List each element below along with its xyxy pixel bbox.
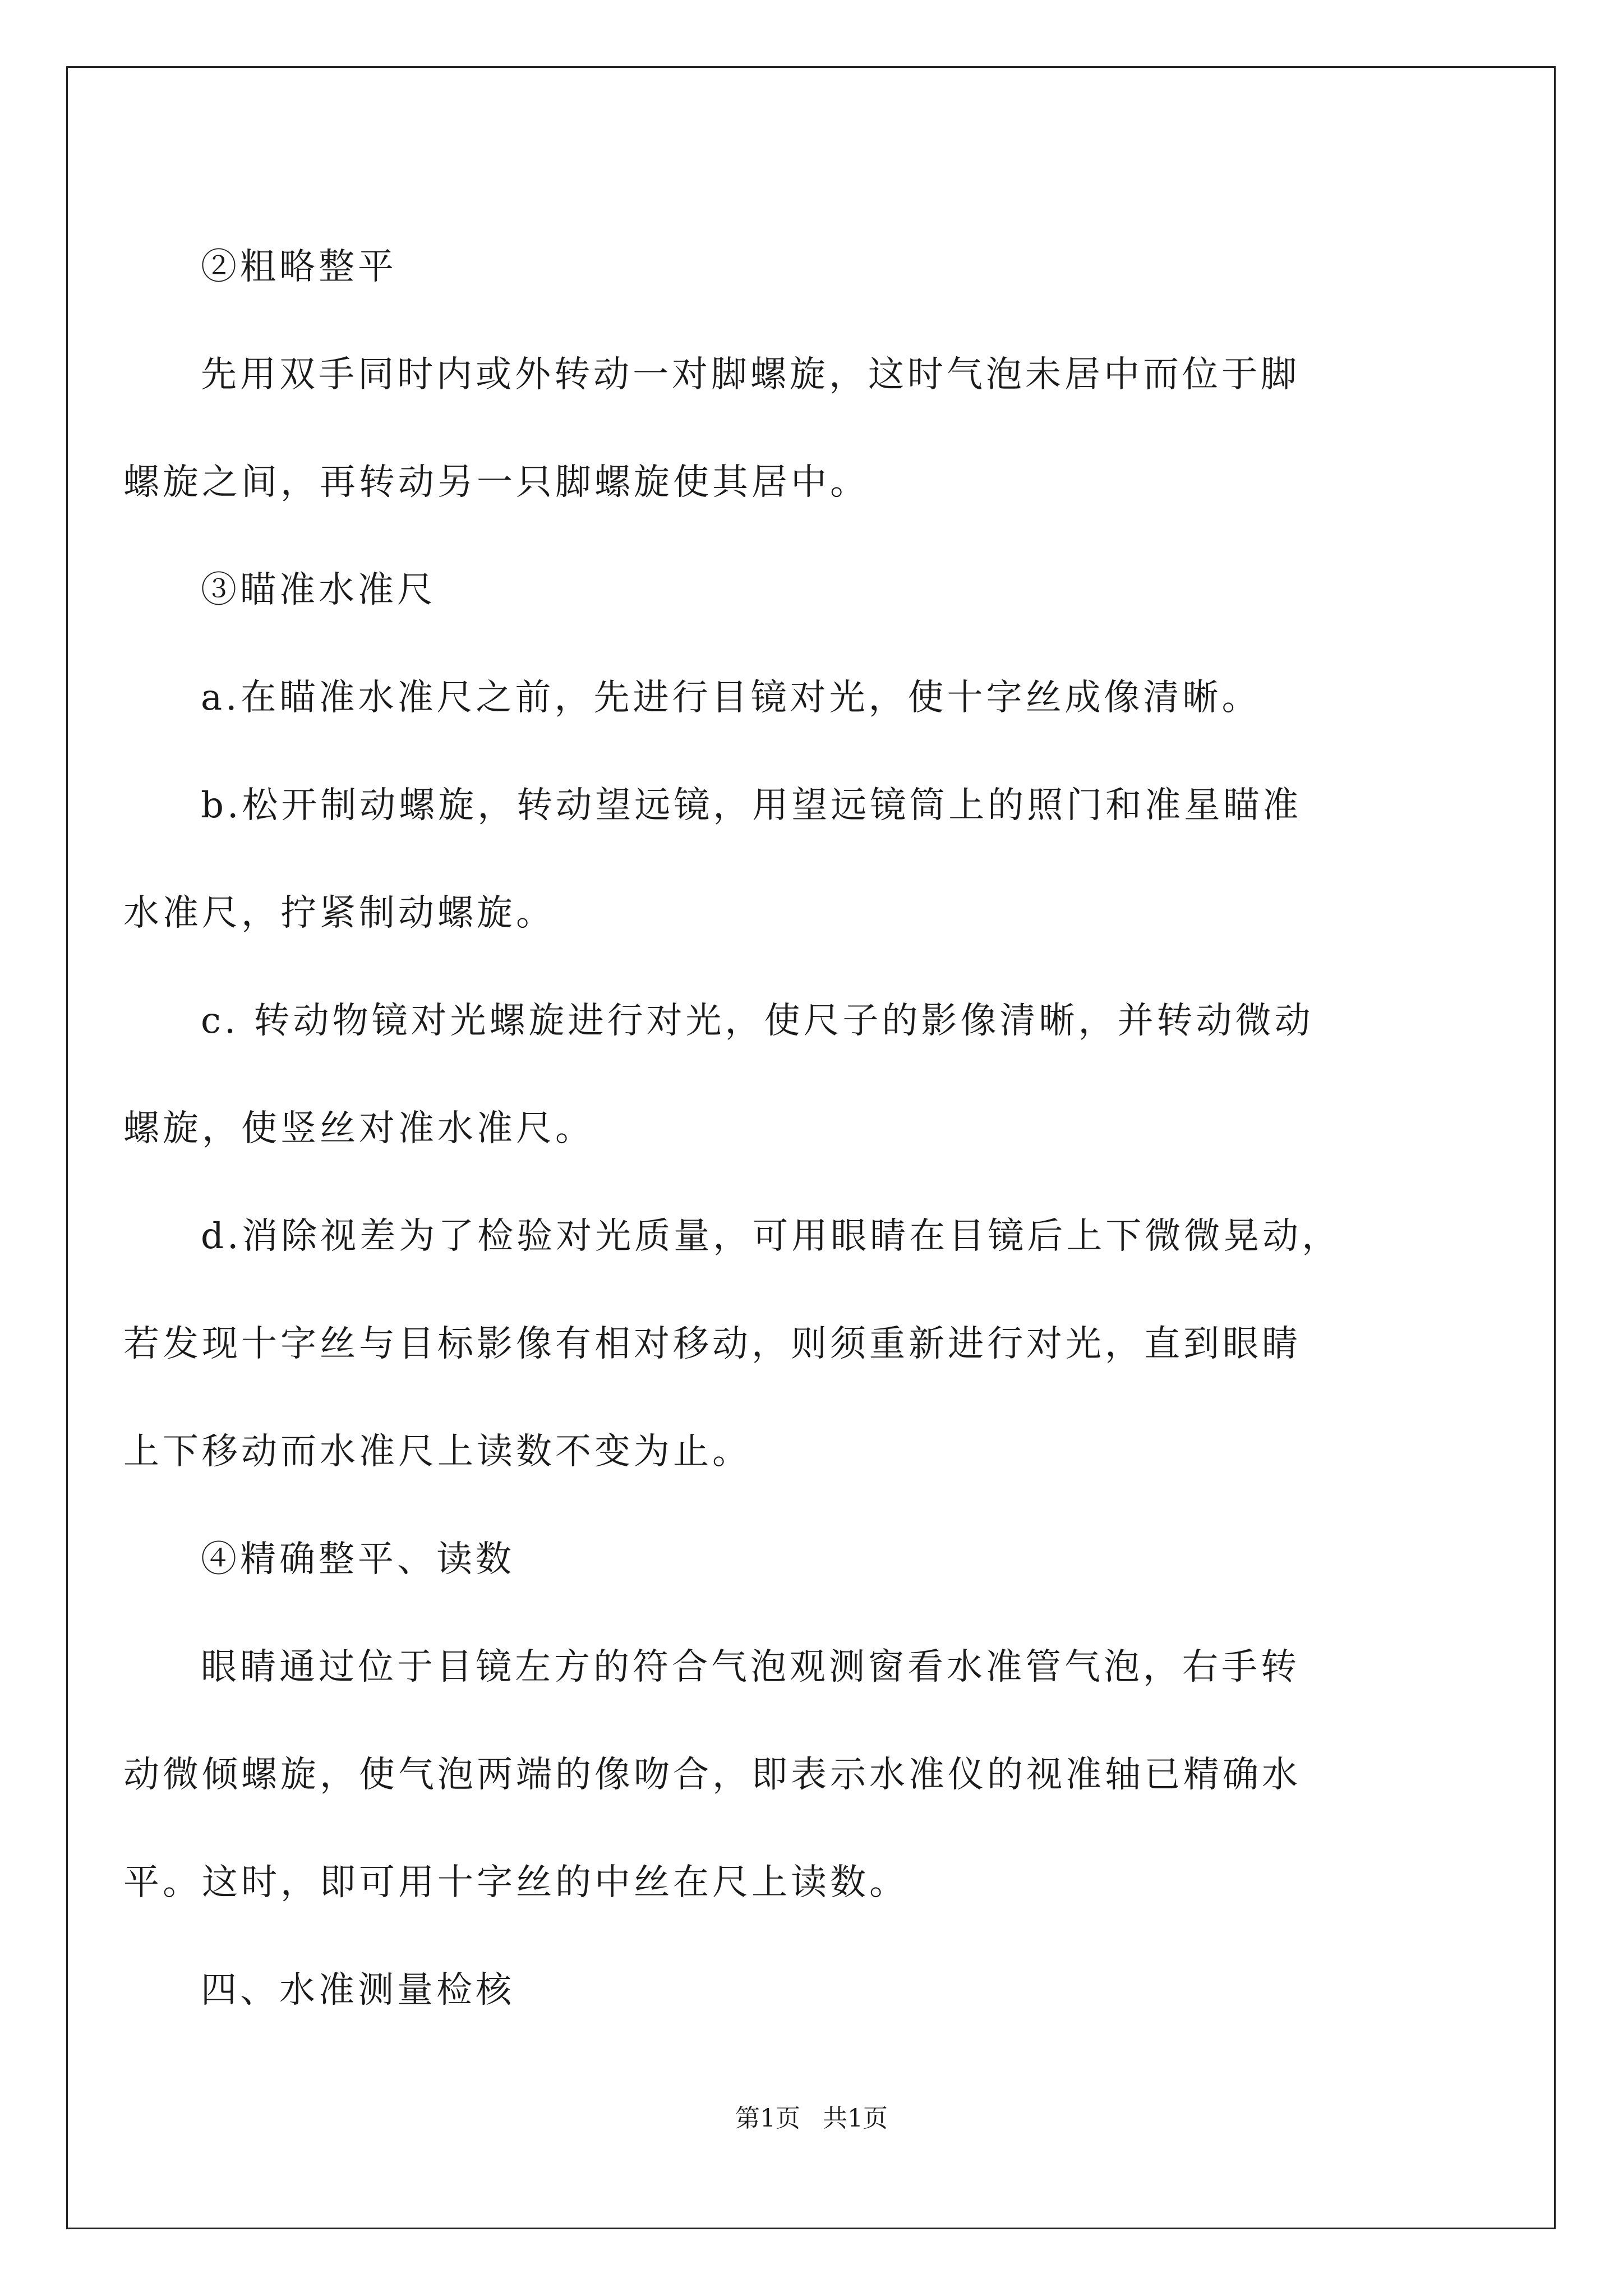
- paragraph-line: 若发现十字丝与目标影像有相对移动，则须重新进行对光，直到眼睛: [123, 1323, 1301, 1365]
- paragraph-step-c: [123, 967, 1435, 1182]
- paragraph-line: 螺旋之间，再转动另一只脚螺旋使其居中。: [123, 462, 869, 503]
- paragraph-line: 先用双手同时内或外转动一对脚螺旋，这时气泡未居中而位于脚: [201, 354, 1300, 395]
- paragraph-line: a.在瞄准水准尺之前，先进行目镜对光，使十字丝成像清晰。: [201, 677, 1261, 719]
- document-body: [123, 213, 1435, 2044]
- paragraph-line: 螺旋，使竖丝对准水准尺。: [123, 1108, 594, 1149]
- paragraph-coarse-leveling: [123, 321, 1435, 536]
- paragraph-line: 平。这时，即可用十字丝的中丝在尺上读数。: [123, 1862, 909, 1903]
- paragraph-line: 眼睛通过位于目镜左方的符合气泡观测窗看水准管气泡，右手转: [201, 1646, 1300, 1688]
- paragraph-line: c. 转动物镜对光螺旋进行对光，使尺子的影像清晰，并转动微动: [201, 1000, 1314, 1042]
- paragraph-precise-leveling: [123, 1613, 1435, 1936]
- paragraph-line: d.消除视差为了检验对光质量，可用眼睛在目镜后上下微微晃动，: [201, 1216, 1341, 1257]
- paragraph-step-d: [123, 1182, 1435, 1506]
- section-heading-check: 四、水准测量检核: [201, 1970, 515, 2011]
- paragraph-line: 上下移动而水准尺上读数不变为止。: [123, 1431, 751, 1473]
- page-total: 共1页: [823, 2104, 888, 2133]
- section-heading-aim-staff: ③瞄准水准尺: [201, 569, 436, 611]
- page-number: 第1页: [735, 2104, 800, 2133]
- section-heading-coarse-leveling: ②粗略整平: [201, 246, 397, 288]
- paragraph-step-a: [201, 644, 1435, 752]
- paragraph-step-b: [123, 752, 1435, 967]
- section-heading-precise-leveling: ④精确整平、读数: [201, 1539, 515, 1580]
- page-footer: [0, 2098, 1623, 2134]
- paragraph-line: b.松开制动螺旋，转动望远镜，用望远镜筒上的照门和准星瞄准: [201, 785, 1302, 826]
- paragraph-line: 动微倾螺旋，使气泡两端的像吻合，即表示水准仪的视准轴已精确水: [123, 1754, 1301, 1796]
- paragraph-line: 水准尺，拧紧制动螺旋。: [123, 892, 555, 934]
